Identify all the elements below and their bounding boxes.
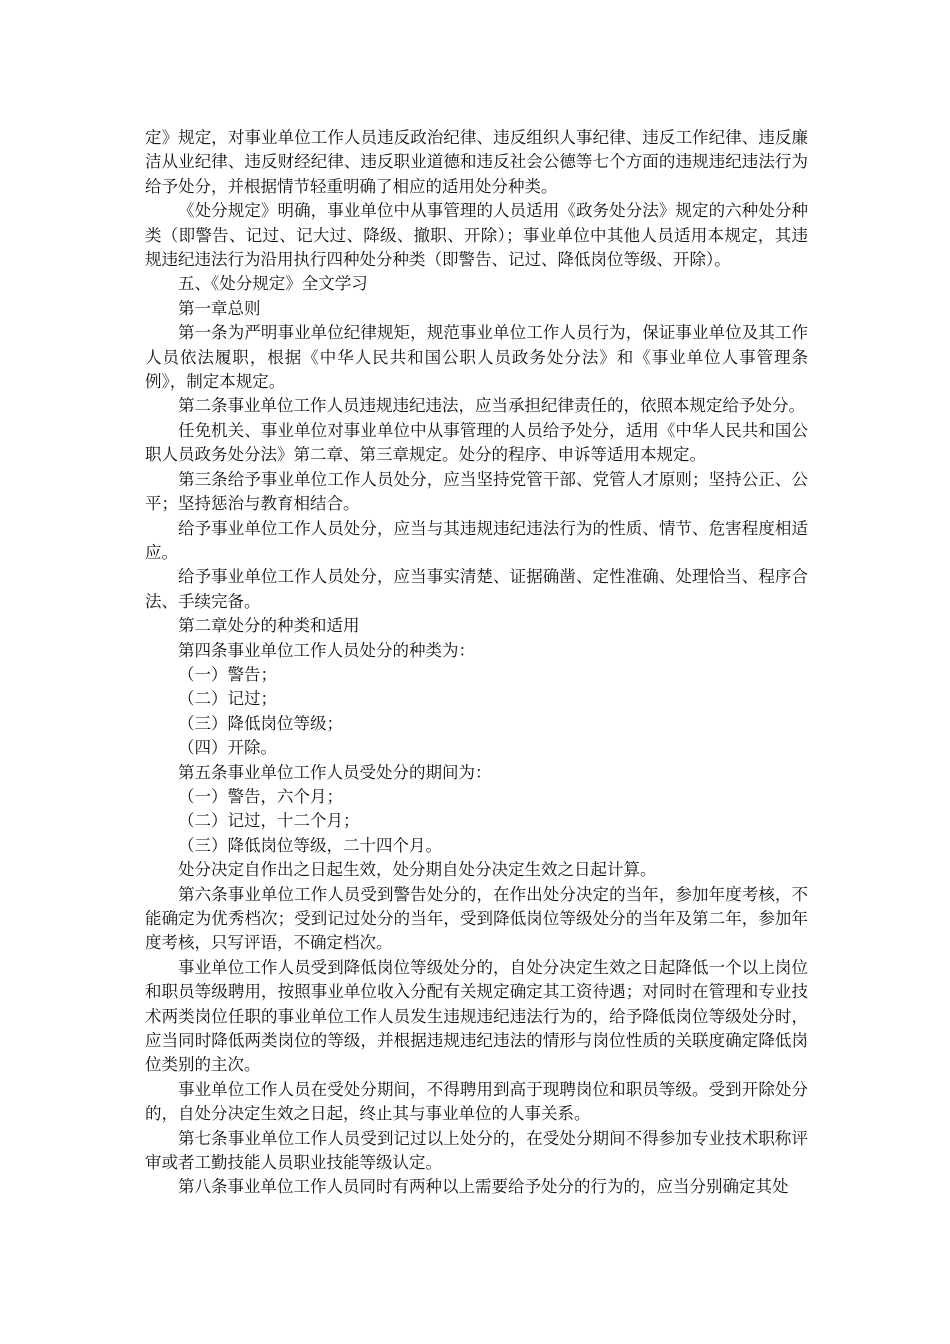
chapter-heading: 第一章总则 [178,298,261,318]
article-paragraph: 第一条为严明事业单位纪律规矩，规范事业单位工作人员行为，保证事业单位及其工作人员依法履职，根据《中华人民共和国公职人员政务处分法》和《事业单位人事管理条例》，制定本规定。 [145,323,808,392]
article-paragraph: 第八条事业单位工作人员同时有两种以上需要给予处分的行为的，应当分别确定其处 [178,1177,789,1197]
paragraph: 事业单位工作人员在受处分期间，不得聘用到高于现聘岗位和职员等级。受到开除处分的，自处分决定生效之日起，终止其与事业单位的人事关系。 [145,1079,808,1124]
list-item: （三）降低岗位等级； [178,713,343,733]
list-item: （二）记过； [178,689,277,709]
article-paragraph: 第二条事业单位工作人员违规违纪违法，应当承担纪律责任的，依照本规定给予处分。 [178,396,805,416]
article-paragraph: 第七条事业单位工作人员受到记过以上处分的，在受处分期间不得参加专业技术职称评审或者工勤技能人员职业技能等级认定。 [145,1128,808,1173]
chapter-heading: 第二章处分的种类和适用 [178,616,360,636]
paragraph: 《处分规定》明确，事业单位中从事管理的人员适用《政务处分法》规定的六种处分种类（即警告、记过、记大过、降级、撤职、开除）；事业单位中其他人员适用本规定，其违规违纪违法行为沿用执行四种处分种类（即警告、记过、降低岗位等级、开除）。 [145,201,808,270]
article-paragraph: 第五条事业单位工作人员受处分的期间为： [178,762,492,782]
paragraph: 定》规定，对事业单位工作人员违反政治纪律、违反组织人事纪律、违反工作纪律、违反廉洁从业纪律、违反财经纪律、违反职业道德和违反社会公德等七个方面的违规违纪违法行为给予处分，并根据情节轻重明确了相应的适用处分种类。 [145,128,808,196]
paragraph: 给予事业单位工作人员处分，应当事实清楚、证据确凿、定性准确、处理恰当、程序合法、手续完备。 [145,567,808,611]
list-item: （二）记过，十二个月； [178,811,360,831]
paragraph: 任免机关、事业单位对事业单位中从事管理的人员给予处分，适用《中华人民共和国公职人员政务处分法》第二章、第三章规定。处分的程序、申诉等适用本规定。 [145,420,808,465]
list-item: （三）降低岗位等级，二十四个月。 [178,835,442,855]
section-heading: 五、《处分规定》全文学习 [178,274,368,294]
list-item: （四）开除。 [178,738,277,758]
paragraph: 处分决定自作出之日起生效，处分期自处分决定生效之日起计算。 [178,860,657,880]
paragraph: 给予事业单位工作人员处分，应当与其违规违纪违法行为的性质、情节、危害程度相适应。 [145,518,808,562]
document-body [145,126,808,1200]
article-paragraph: 第三条给予事业单位工作人员处分，应当坚持党管干部、党管人才原则；坚持公正、公平；坚持惩治与教育相结合。 [145,469,808,514]
article-paragraph: 第四条事业单位工作人员处分的种类为： [178,640,475,660]
list-item: （一）警告，六个月； [178,786,343,806]
article-paragraph: 第六条事业单位工作人员受到警告处分的，在作出处分决定的当年，参加年度考核，不能确定为优秀档次；受到记过处分的当年，受到降低岗位等级处分的当年及第二年，参加年度考核，只写评语，不确定档次。 [145,884,808,953]
paragraph: 事业单位工作人员受到降低岗位等级处分的，自处分决定生效之日起降低一个以上岗位和职员等级聘用，按照事业单位收入分配有关规定确定其工资待遇；对同时在管理和专业技术两类岗位任职的事业单位工作人员发生违规违纪违法行为的，给予降低岗位等级处分时，应当同时降低两类岗位的等级，并根据违规违纪违法的情形与岗位性质的关联度确定降低岗位类别的主次。 [145,957,808,1075]
list-item: （一）警告； [178,664,277,684]
